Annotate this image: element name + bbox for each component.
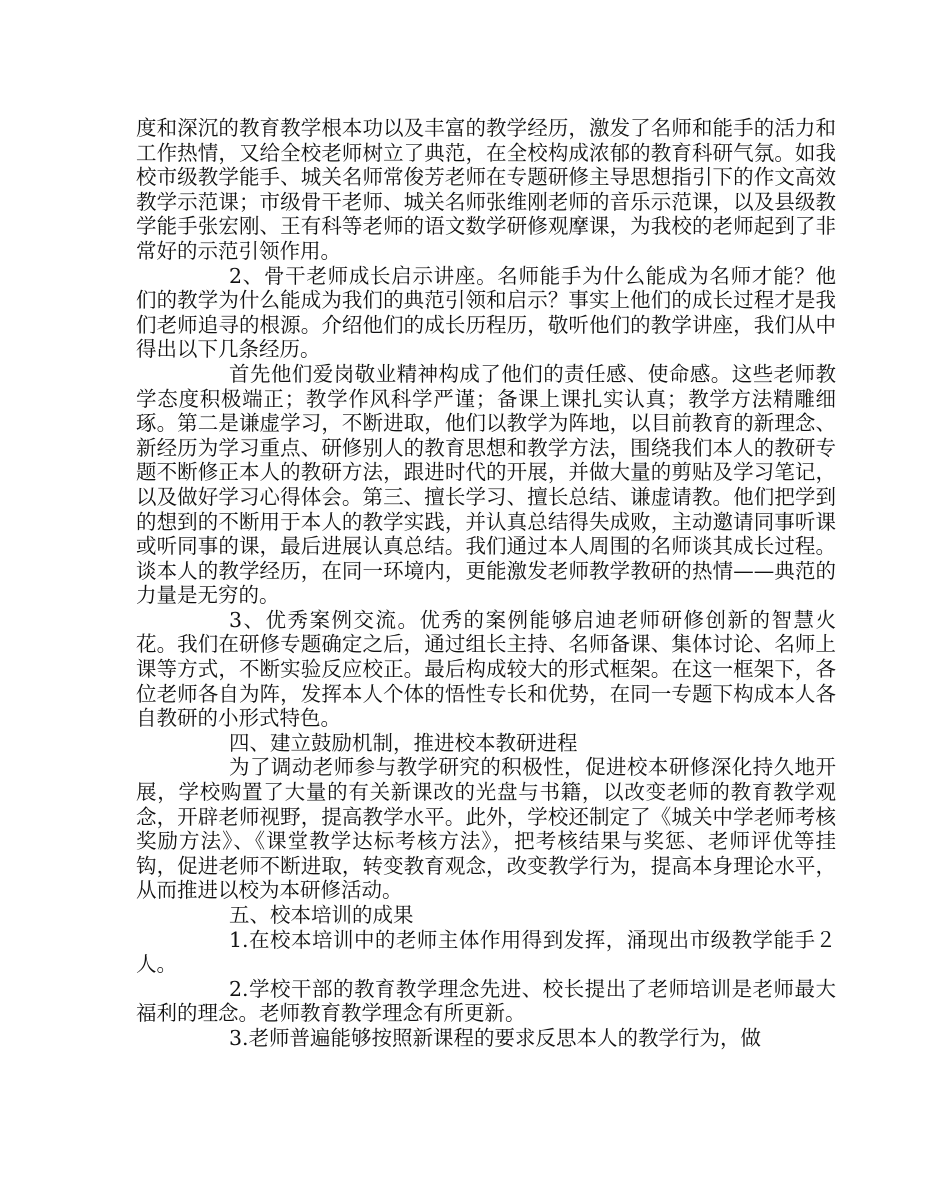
paragraph-continuation: 度和深沉的教育教学根本功以及丰富的教学经历，激发了名师和能手的活力和工作热情，又给全校老师树立了典范，在全校构成浓郁的教育科研气氛。如我校市级教学能手、城关名师常俊芳老师在专题研修主导思想指引下的作文高效教学示范课；市级骨干老师、城关名师张维刚老师的音乐示范课，以及县级教学能手张宏刚、王有科等老师的语文数学研修观摩课，为我校的老师起到了非常好的示范引领作用。 [136, 116, 836, 263]
paragraph-incentive: 为了调动老师参与教学研究的积极性，促进校本研修深化持久地开展，学校购置了大量的有关新课改的光盘与书籍，以改变老师的教育教学观念，开辟老师视野，提高教学水平。此外，学校还制定了《城关中学老师考核奖励方法》、《课堂教学达标考核方法》，把考核结果与奖惩、老师评优等挂钩，促进老师不断进取，转变教育观念，改变教学行为，提高本身理论水平，从而推进以校为本研修活动。 [136, 755, 836, 903]
result-item-3: 3.老师普遍能够按照新课程的要求反思本人的教学行为，做 [229, 1025, 762, 1050]
result-item-1: 1.在校本培训中的老师主体作用得到发挥，涌现出市级教学能手２人。 [136, 927, 836, 977]
section-heading-incentive: 四、建立鼓励机制，推进校本教研进程 [229, 730, 578, 755]
section-heading-results: 五、校本培训的成果 [229, 903, 414, 927]
paragraph-experience: 首先他们爱岗敬业精神构成了他们的责任感、使命感。这些老师教学态度积极端正；教学作风科学严谨；备课上课扎实认真；教学方法精雕细琢。第二是谦虚学习，不断进取，他们以教学为阵地，以目前教育的新理念、新经历为学习重点、研修别人的教育思想和教学方法，围绕我们本人的教研专题不断修正本人的教研方法，跟进时代的开展，并做大量的剪贴及学习笔记，以及做好学习心得体会。第三、擅长学习、擅长总结、谦虚请教。他们把学到的想到的不断用于本人的教学实践，并认真总结得失成败，主动邀请同事听课或听同事的课，最后进展认真总结。我们通过本人周围的名师谈其成长过程。谈本人的教学经历，在同一环境内，更能激发老师教学教研的热情——典范的力量是无穷的。 [136, 361, 836, 608]
paragraph-case-exchange: 3、优秀案例交流。优秀的案例能够启迪老师研修创新的智慧火花。我们在研修专题确定之后，通过组长主持、名师备课、集体讨论、名师上课等方式，不断实验反应校正。最后构成较大的形式框架。在这一框架下，各位老师各自为阵，发挥本人个体的悟性专长和优势，在同一专题下构成本人各自教研的小形式特色。 [136, 607, 836, 731]
result-item-2: 2.学校干部的教育教学理念先进、校长提出了老师培训是老师最大福利的理念。老师教育教学理念有所更新。 [136, 976, 836, 1026]
document-body [136, 116, 836, 1051]
paragraph-backbone-lecture: 2、骨干老师成长启示讲座。名师能手为什么能成为名师才能？他们的教学为什么能成为我们的典范引领和启示？事实上他们的成长过程才是我们老师追寻的根源。介绍他们的成长历程历，敬听他们的教学讲座，我们从中得出以下几条经历。 [136, 263, 836, 362]
